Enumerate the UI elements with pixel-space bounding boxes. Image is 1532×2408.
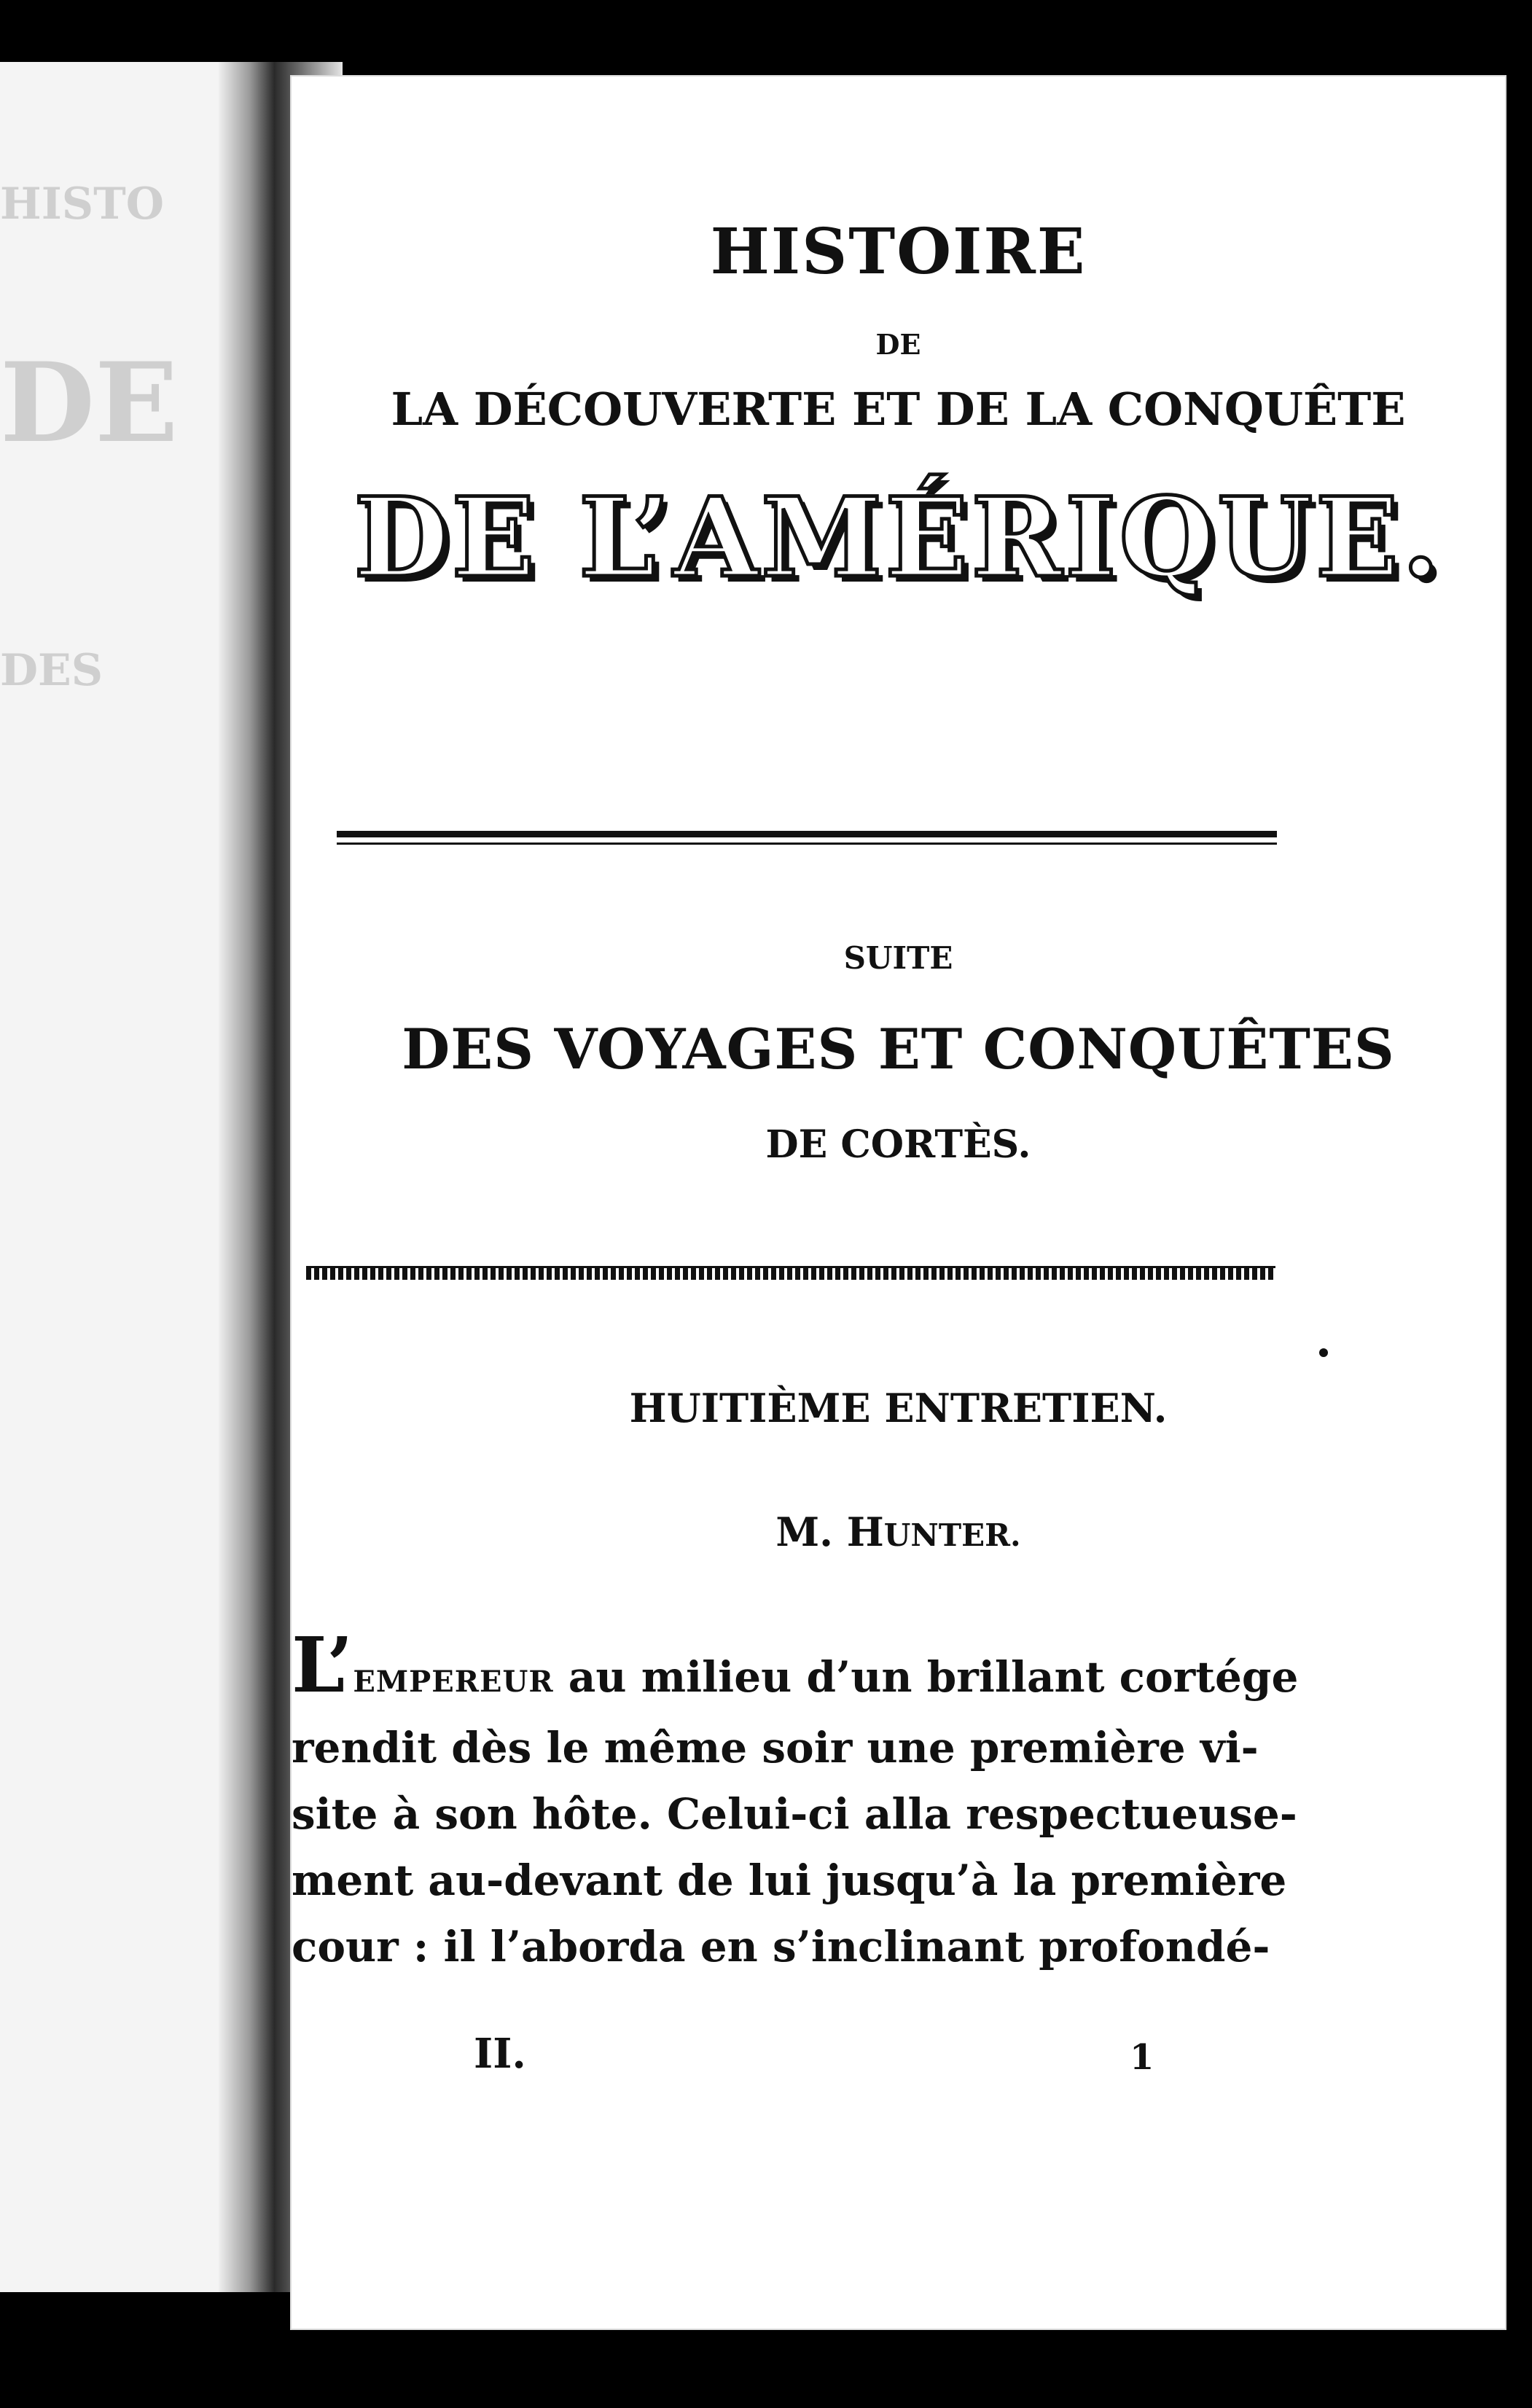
volume-number: II. <box>474 2030 526 2078</box>
body-line <box>292 1620 1299 1715</box>
speaker-name-rest: UNTER. <box>883 1517 1021 1553</box>
body-line: rendit dès le même soir une première vi- <box>292 1723 1259 1772</box>
body-line-1-rest: au milieu d’un brillant cortége <box>553 1652 1299 1702</box>
section-heading: HUITIÈME ENTRETIEN. <box>629 1385 1168 1431</box>
body-line: site à son hôte. Celui-ci alla respectueuse- <box>292 1789 1297 1839</box>
speaker-name <box>292 1509 1505 1555</box>
speaker-name-initial: M. H <box>775 1509 884 1555</box>
title-de: DE <box>875 328 921 361</box>
double-rule-divider <box>337 831 1277 845</box>
title-histoire: HISTOIRE <box>710 215 1087 289</box>
facing-page-bleedthrough: DE <box>0 339 179 467</box>
body-line: ment au-devant de lui jusqu’à la première <box>292 1856 1287 1905</box>
body-paragraph <box>292 1620 1299 1980</box>
title-decouverte: LA DÉCOUVERTE ET DE LA CONQUÊTE <box>391 383 1406 436</box>
wavy-rule-divider <box>306 1266 1275 1280</box>
subtitle-cortes: DE CORTÈS. <box>765 1122 1031 1167</box>
body-smallcaps: EMPEREUR <box>353 1665 554 1699</box>
drop-cap: L’ <box>292 1620 353 1710</box>
title-amerique: DE L’AMÉRIQUE. <box>353 474 1443 602</box>
facing-page-bleedthrough: HISTO <box>0 179 164 230</box>
subtitle-suite: SUITE <box>843 940 953 976</box>
subtitle-voyages: DES VOYAGES ET CONQUÊTES <box>402 1017 1395 1082</box>
title-page <box>292 77 1505 2329</box>
ink-speck <box>1319 1348 1328 1357</box>
facing-page-bleedthrough: DES <box>0 645 103 696</box>
page-number: 1 <box>1130 2037 1154 2078</box>
body-line: cour : il l’aborda en s’inclinant profondé- <box>292 1922 1270 1971</box>
